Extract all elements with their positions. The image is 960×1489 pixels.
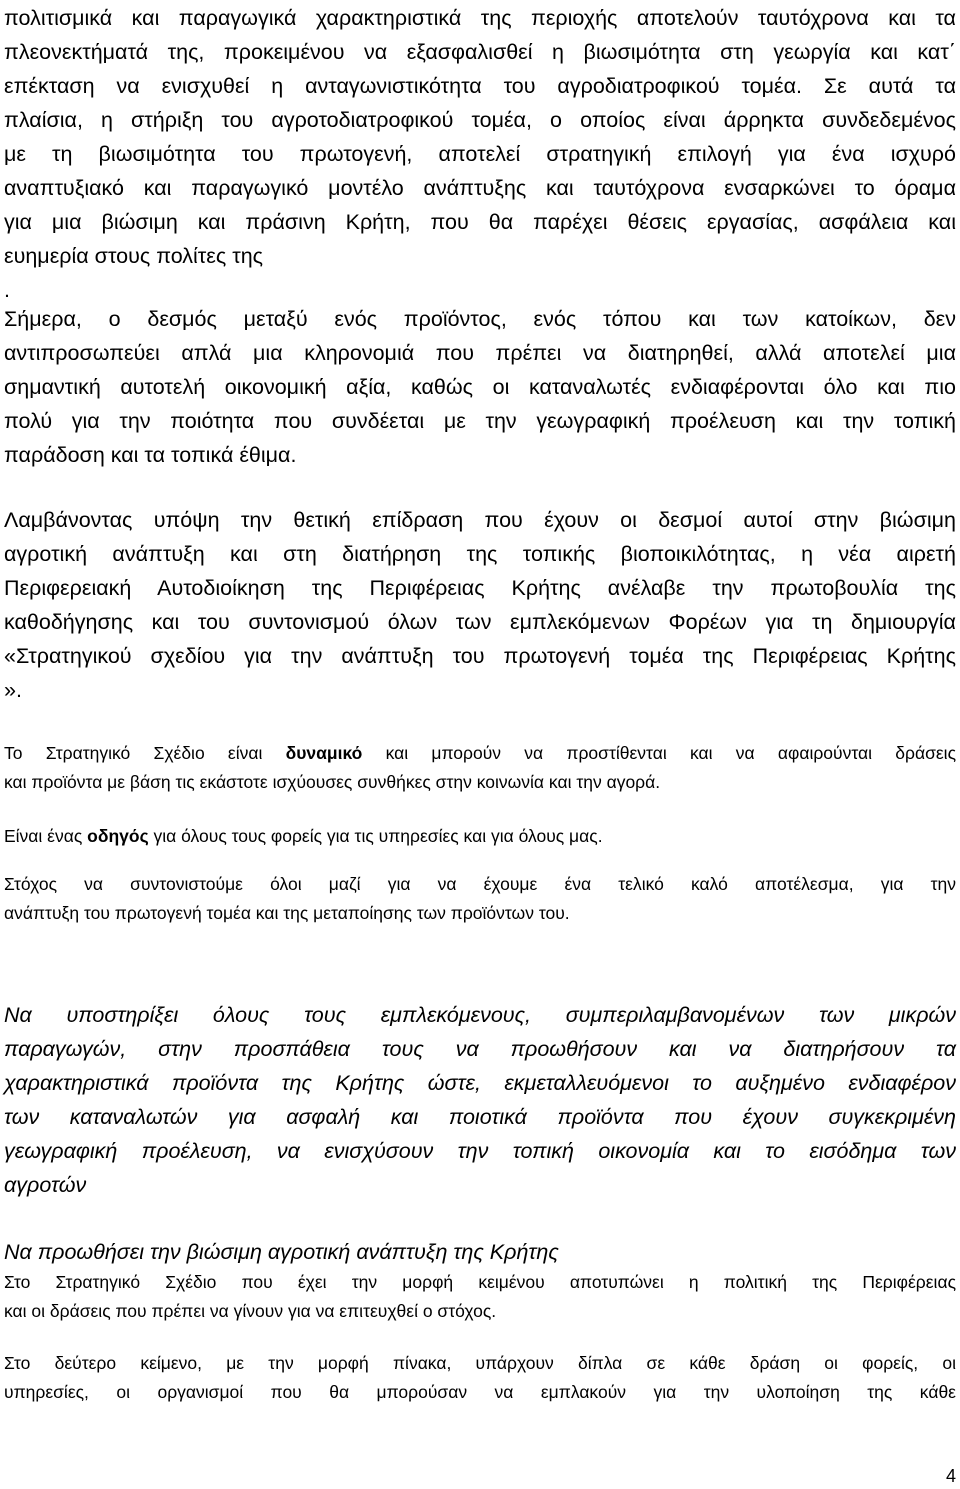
text-line: Περιφερειακή Αυτοδιοίκηση της Περιφέρειας Κρήτης ανέλαβε την πρωτοβουλία της (4, 576, 956, 600)
page-number: 4 (945, 1466, 956, 1486)
text-line: χαρακτηριστικά προϊόντα της Κρήτης ώστε, εκμεταλλευόμενοι το αυξημένο ενδιαφέρον (4, 1071, 956, 1095)
text-line: και οι δράσεις που πρέπει να γίνουν για να επιτευχθεί ο στόχος. (4, 1301, 497, 1321)
text-line: . (4, 278, 10, 302)
text-line: επέκταση να ενισχυθεί η ανταγωνιστικότητα του αγροδιατροφικού τομέα. Σε αυτά τα (4, 74, 956, 98)
text-line: πολιτισμικά και παραγωγικά χαρακτηριστικά της περιοχής αποτελούν ταυτόχρονα και τα (4, 6, 956, 30)
text-line: με τη βιωσιμότητα του πρωτογενή, αποτελεί στρατηγική επιλογή για ένα ισχυρό (4, 142, 956, 166)
paragraph-dynamic (4, 739, 956, 797)
text-segment: Είναι ένας (4, 826, 88, 846)
text-segment: Το Στρατηγικό Σχέδιο είναι (4, 743, 286, 763)
text-line: υπηρεσίες, οι οργανισμοί που θα μπορούσαν να εμπλακούν για την υλοποίηση της κάθε (4, 1382, 956, 1402)
text-line: αγροτών (4, 1173, 87, 1197)
text-segment: και μπορούν να προστίθενται και να αφαιρούνται δράσεις (362, 743, 956, 763)
text-line: πλεονεκτήματά της, προκειμένου να εξασφαλισθεί η βιωσιμότητα στη γεωργία και κατ΄ (4, 40, 956, 64)
text-segment: για όλους τους φορείς για τις υπηρεσίες και για όλους μας. (148, 826, 603, 846)
text-line: αντιπροσωπεύει απλά μια κληρονομιά που πρέπει να διατηρηθεί, αλλά αποτελεί μια (4, 341, 956, 365)
text-line: Να υποστηρίξει όλους τους εμπλεκόμενους, συμπεριλαμβανομένων των μικρών (4, 1003, 956, 1027)
paragraph-intro (4, 1, 956, 307)
text-line: Στο δεύτερο κείμενο, με την μορφή πίνακα, υπάρχουν δίπλα σε κάθε δράση οι φορείς, οι (4, 1353, 956, 1373)
paragraph-goal (4, 870, 956, 928)
text-line: γεωγραφική προέλευση, να ενισχύσουν την τοπική οικονομία και το εισόδημα των (4, 1139, 956, 1163)
section-heading: Να προωθήσει την βιώσιμη αγροτική ανάπτυξη της Κρήτης (4, 1240, 559, 1264)
paragraph-support-objective (4, 998, 956, 1202)
bold-term: δυναμικό (285, 743, 363, 763)
bold-term: οδηγός (87, 826, 149, 846)
text-line: Στόχος να συντονιστούμε όλοι μαζί για να έχουμε ένα τελικό καλό αποτέλεσμα, για την (4, 874, 956, 894)
paragraph-initiative (4, 503, 956, 707)
text-line: παραγωγών, στην προσπάθεια τους να προωθήσουν και να διατηρήσουν τα (4, 1037, 956, 1061)
text-line: σημαντική αυτοτελή οικονομική αξία, καθώς οι καταναλωτές ενδιαφέρονται όλο και πιο (4, 375, 956, 399)
text-line: πλαίσια, η στήριξη του αγροτοδιατροφικού τομέα, ο οποίος είναι άρρηκτα συνδεδεμένος (4, 108, 956, 132)
paragraph-second-text (4, 1349, 956, 1407)
text-line: «Στρατηγικού σχεδίου για την ανάπτυξη του πρωτογενή τομέα της Περιφέρειας Κρήτης (4, 644, 956, 668)
text-line: για μια βιώσιμη και πράσινη Κρήτη, που θα παρέχει θέσεις εργασίας, ασφάλεια και (4, 210, 956, 234)
text-line: ευημερία στους πολίτες της (4, 244, 264, 268)
paragraph-promote (4, 1236, 956, 1326)
text-line: ». (4, 678, 22, 702)
text-line: αναπτυξιακό και παραγωγικό μοντέλο ανάπτυξης και ταυτόχρονα ενσαρκώνει το όραμα (4, 176, 956, 200)
text-line: Στο Στρατηγικό Σχέδιο που έχει την μορφή κειμένου αποτυπώνει η πολιτική της Περιφέρειας (4, 1272, 956, 1292)
text-line: καθοδήγησης και του συντονισμού όλων των εμπλεκόμενων Φορέων για τη δημιουργία (4, 610, 956, 634)
text-line: Σήμερα, ο δεσμός μεταξύ ενός προϊόντος, ενός τόπου και των κατοίκων, δεν (4, 307, 956, 331)
text-line: Λαμβάνοντας υπόψη την θετική επίδραση που έχουν οι δεσμοί αυτοί στην βιώσιμη (4, 508, 956, 532)
text-line (4, 822, 956, 851)
text-line: παράδοση και τα τοπικά έθιμα. (4, 443, 297, 467)
paragraph-today (4, 302, 956, 472)
text-line: πολύ για την ποιότητα που συνδέεται με την γεωγραφική προέλευση και την τοπική (4, 409, 956, 433)
paragraph-guide (4, 822, 956, 851)
text-line (4, 739, 956, 768)
text-line: των καταναλωτών για ασφαλή και ποιοτικά προϊόντα που έχουν συγκεκριμένη (4, 1105, 956, 1129)
text-line: και προϊόντα με βάση τις εκάστοτε ισχύουσες συνθήκες στην κοινωνία και την αγορά. (4, 772, 661, 792)
text-line: ανάπτυξη του πρωτογενή τομέα και της μεταποίησης των προϊόντων του. (4, 903, 570, 923)
text-line: αγροτική ανάπτυξη και στη διατήρηση της τοπικής βιοποικιλότητας, η νέα αιρετή (4, 542, 956, 566)
